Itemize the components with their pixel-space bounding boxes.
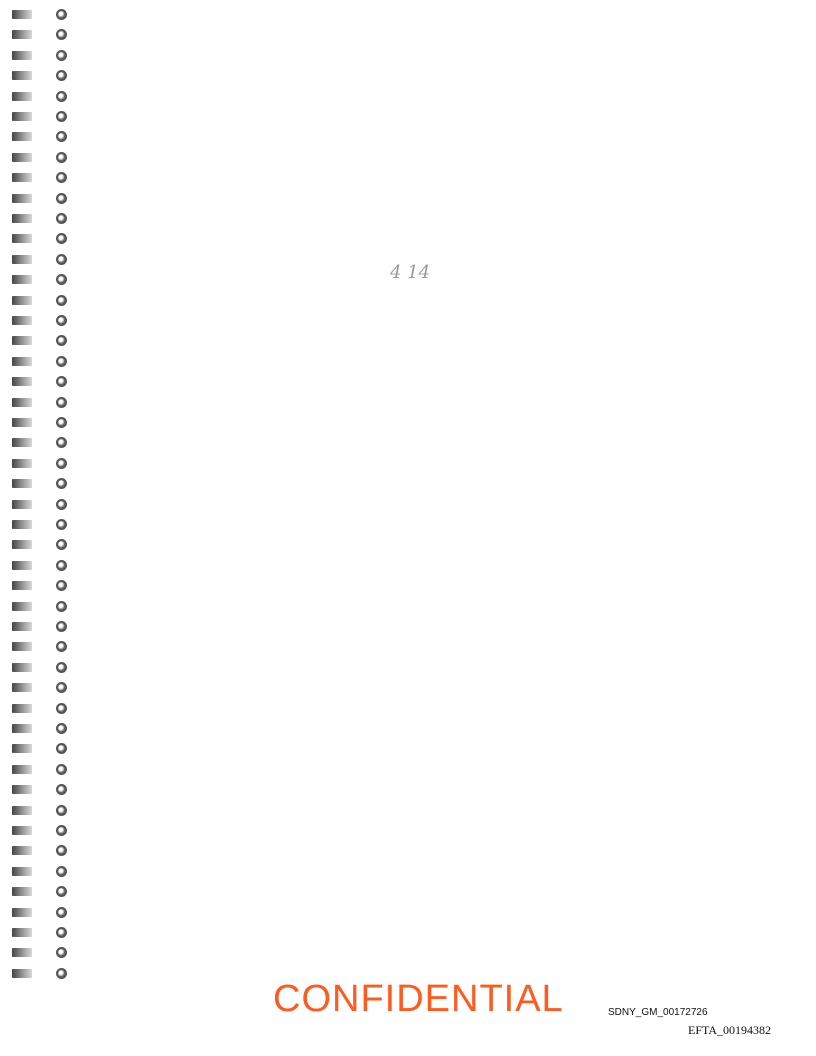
spiral-ring [12, 28, 70, 42]
spiral-ring [12, 722, 70, 736]
spiral-ring [12, 151, 70, 165]
spiral-ring [12, 192, 70, 206]
spiral-ring [12, 559, 70, 573]
spiral-ring [12, 600, 70, 614]
spiral-ring [12, 579, 70, 593]
spiral-ring [12, 885, 70, 899]
confidential-stamp: CONFIDENTIAL [273, 978, 564, 1020]
spiral-ring [12, 396, 70, 410]
spiral-ring [12, 865, 70, 879]
spiral-ring [12, 498, 70, 512]
spiral-ring [12, 661, 70, 675]
spiral-ring [12, 844, 70, 858]
bates-number: SDNY_GM_00172726 [608, 1007, 708, 1018]
spiral-ring [12, 375, 70, 389]
spiral-ring [12, 294, 70, 308]
spiral-ring [12, 8, 70, 22]
spiral-ring [12, 171, 70, 185]
spiral-ring [12, 967, 70, 981]
spiral-ring [12, 334, 70, 348]
spiral-binding [0, 0, 70, 1000]
spiral-ring [12, 436, 70, 450]
spiral-ring [12, 824, 70, 838]
spiral-ring [12, 518, 70, 532]
spiral-ring [12, 681, 70, 695]
spiral-ring [12, 804, 70, 818]
spiral-ring [12, 477, 70, 491]
spiral-ring [12, 783, 70, 797]
spiral-ring [12, 906, 70, 920]
spiral-ring [12, 212, 70, 226]
spiral-ring [12, 742, 70, 756]
spiral-ring [12, 69, 70, 83]
spiral-ring [12, 702, 70, 716]
spiral-ring [12, 232, 70, 246]
spiral-ring [12, 314, 70, 328]
spiral-ring [12, 273, 70, 287]
spiral-ring [12, 90, 70, 104]
spiral-ring [12, 253, 70, 267]
spiral-ring [12, 49, 70, 63]
spiral-ring [12, 946, 70, 960]
stray-handwriting: 4 14 [390, 262, 431, 283]
spiral-ring [12, 457, 70, 471]
spiral-ring [12, 538, 70, 552]
spiral-ring [12, 620, 70, 634]
spiral-ring [12, 640, 70, 654]
spiral-ring [12, 416, 70, 430]
spiral-ring [12, 926, 70, 940]
spiral-ring [12, 130, 70, 144]
spiral-ring [12, 110, 70, 124]
spiral-ring [12, 763, 70, 777]
spiral-ring [12, 355, 70, 369]
efta-number: EFTA_00194382 [688, 1023, 772, 1037]
